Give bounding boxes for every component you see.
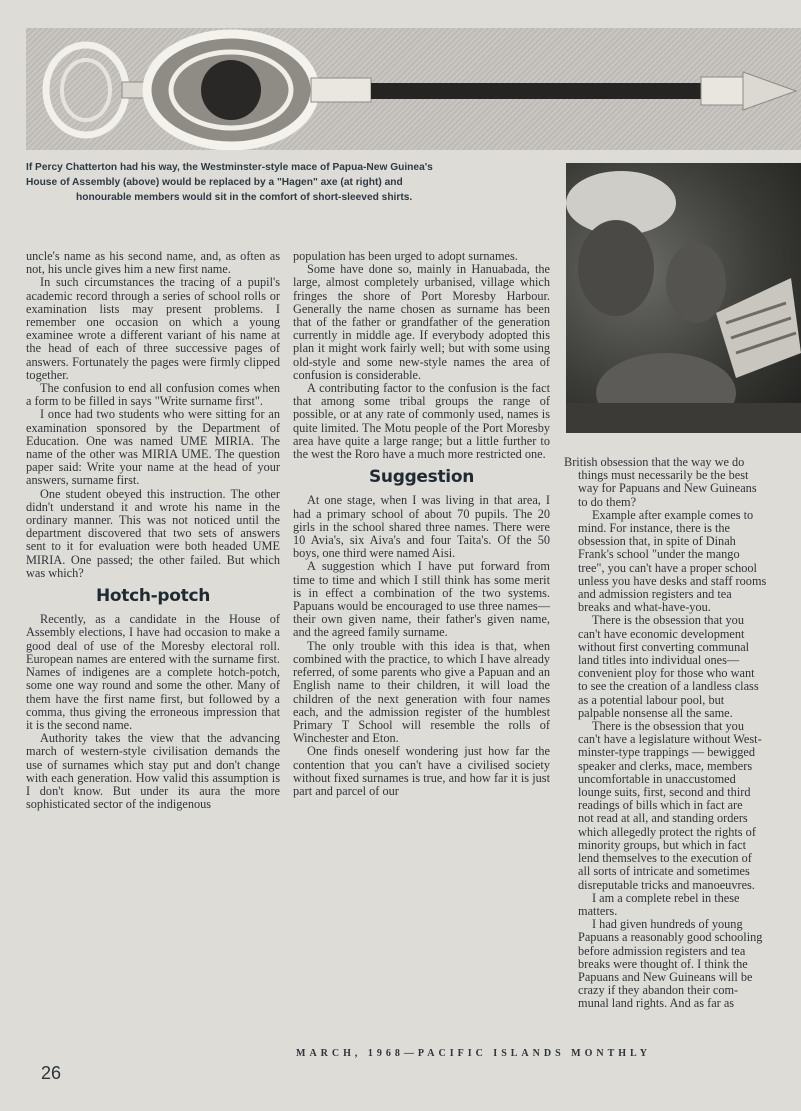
text-line: mind. For instance, there is the (578, 521, 730, 536)
text-line: minority groups, but which in fact (578, 837, 747, 852)
text-line: lounge suits, first, second and third (578, 785, 751, 800)
mace-illustration (26, 28, 801, 150)
text-line: obsession that, in spite of Dinah (578, 534, 736, 549)
text-line: matters. (578, 903, 618, 918)
paragraph: uncle's name as his second name, and, as often as not, his uncle gives him a new first name. (26, 249, 280, 277)
paragraph: At one stage, when I was living in that area, I had a primary school of about 70 pupils. The 20 girls in the school shared three names. There were 10 Avia's, six Aiva's and four Taita's. Of the 50 boys, one third were named Aisi. (293, 493, 550, 561)
text-line: uncomfortable in unaccustomed (578, 771, 736, 786)
text-line: breaks and what-have-you. (578, 600, 711, 615)
text-line: land titles into individual ones— (578, 653, 740, 668)
paragraph: One finds oneself wondering just how far the contention that you can't have a civilised society without fixed surnames is true, and how far it is just part and parcel of our (293, 744, 550, 798)
paragraph: The confusion to end all confusion comes when a form to be filled in says "Write surname first". (26, 381, 280, 409)
section-heading: Suggestion (368, 467, 475, 488)
paragraph: A suggestion which I have put forward from time to time and which I still think has some merit is in effect a combination of the two systems. Papuans would be encouraged to use three names—their own given name, their father's given name, and the agreed family surname. (293, 559, 550, 640)
text-line: minster-type trappings — bewigged (578, 745, 755, 760)
text-line: not read at all, and standing orders (578, 811, 748, 826)
paragraph: Authority takes the view that the advancing march of western-style civilisation demands the use of surnames which stay put and don't change with each generation. How valid this assumption is I don't know. But under its aura the more sophisticated sector of the indigenous (26, 731, 280, 812)
text-line: as a potential labour pool, but (578, 692, 725, 707)
text-line: Frank's school "under the mango (578, 547, 740, 562)
paragraph: One student obeyed this instruction. The other didn't understand it and wrote his name in the ordinary manner. This was not noticed until the department discovered that two sets of answers sent to it for evaluation were both headed UME MIRIA. One passed; the other failed. But which was which? (26, 486, 280, 580)
text-line: to see the creation of a landless class (578, 679, 759, 694)
text-line: before admission registers and tea (578, 943, 746, 958)
paragraph: The only trouble with this idea is that, when combined with the practice, to which I have already referred, of some parents who give a Papuan and an English name to their children, it will load the children of the next generation with four names each, and the admission register of the humblest Primary T School will resemble the rolls of Winchester and Eton. (293, 638, 550, 746)
text-line: Example after example comes to (592, 507, 754, 522)
running-footer: MARCH, 1968—PACIFIC ISLANDS MONTHLY (296, 1048, 652, 1059)
caption-line-1: If Percy Chatterton had his way, the Westminster-style mace of Papua-New Guinea's (26, 162, 433, 173)
text-line: There is the obsession that you (592, 613, 744, 628)
text-line: breaks were thought of. I think the (578, 956, 748, 971)
text-line: lend themselves to the execution of (578, 851, 752, 866)
paragraph: I once had two students who were sitting for an examination sponsored by the Department of Education. One was named UME MIRIA. The name of the other was MIRIA UME. The question paper said: Write your name at the head of your answers, surname first. (26, 407, 280, 488)
paragraph: A contributing factor to the confusion is the fact that among some tribal groups the range of possible, or at any rate of commonly used, names is quite limited. The Motu people of the Port Moresby area have quite a large range; but a little further to the west the Roro have a much more restricted one. (293, 381, 550, 462)
text-line: tree", you can't have a proper school (578, 560, 757, 575)
caption-line-2: House of Assembly (above) would be replaced by a "Hagen" axe (at right) and (26, 177, 403, 188)
text-line: munal land rights. And as far as (578, 996, 735, 1011)
mace-photo (26, 28, 801, 150)
paragraph: In such circumstances the tracing of a pupil's academic record through a series of school rolls or examination lists may present problems. I remember one occasion on which a young examinee wrote a different variant of his name at the head of each of three successive pages of answers. Fortunately the pages were firmly clipped together. (26, 275, 280, 382)
portrait-illustration (566, 163, 801, 433)
text-line: crazy if they abandon their com- (578, 983, 739, 998)
text-line: There is the obsession that you (592, 719, 744, 734)
section-heading: Hotch-potch (95, 586, 211, 607)
caption-line-3: honourable members would sit in the comfort of short-sleeved shirts. (76, 192, 413, 203)
paragraph: Some have done so, mainly in Hanuabada, the large, almost completely urbanised, village which fringes the shore of Port Moresby Harbour. Generally the name chosen as surname has been that of the father or grandfather of the generation currently in middle age. If everybody adopted this plan it might work fairly well; but with some using old-style and some new-style names the area of confusion is considerable. (293, 262, 550, 382)
paragraph: population has been urged to adopt surnames. (293, 249, 518, 263)
text-line: which allegedly protect the rights of (578, 824, 756, 839)
column-1 (26, 250, 280, 811)
column-2 (293, 250, 550, 798)
paragraph: Recently, as a candidate in the House of Assembly elections, I have had occasion to make a good deal of use of the Moresby electoral roll. European names are entered with the surname first. Names of indigenes are a complete hotch-potch, some one way round and some the other. Many of them have the first name first, but followed by a comma, thus giving the erroneous impression that it is the second name. (26, 612, 280, 732)
text-line: British obsession that the way we do (564, 456, 745, 469)
text-line: can't have a legislature without West- (578, 732, 762, 747)
text-line: Papuans a reasonably good schooling (578, 930, 763, 945)
text-line: way for Papuans and New Guineans (578, 481, 757, 496)
text-line: unless you have desks and staff rooms (578, 573, 767, 588)
text-line: Papuans and New Guineans will be (578, 969, 753, 984)
text-line: speaker and clerks, mace, members (578, 758, 753, 773)
text-line: disreputable tricks and manoeuvres. (578, 877, 755, 892)
text-line: I am a complete rebel in these (592, 890, 740, 905)
text-line: I had given hundreds of young (592, 917, 743, 932)
text-line: and admission registers and tea (578, 587, 732, 602)
figure-caption (26, 160, 556, 205)
text-line: convenient ploy for those who want (578, 666, 755, 681)
column-3 (564, 456, 801, 1011)
page-number: 26 (41, 1063, 62, 1083)
text-line: to do them? (578, 494, 637, 509)
hagen-axe-photo (566, 163, 801, 433)
text-line: without first converting communal (578, 639, 750, 654)
text-line: palpable nonsense all the same. (578, 705, 733, 720)
text-line: can't have economic development (578, 626, 745, 641)
text-line: readings of bills which in fact are (578, 798, 743, 813)
text-line: all sorts of intricate and sometimes (578, 864, 750, 879)
text-line: things must necessarily be the best (578, 468, 749, 483)
